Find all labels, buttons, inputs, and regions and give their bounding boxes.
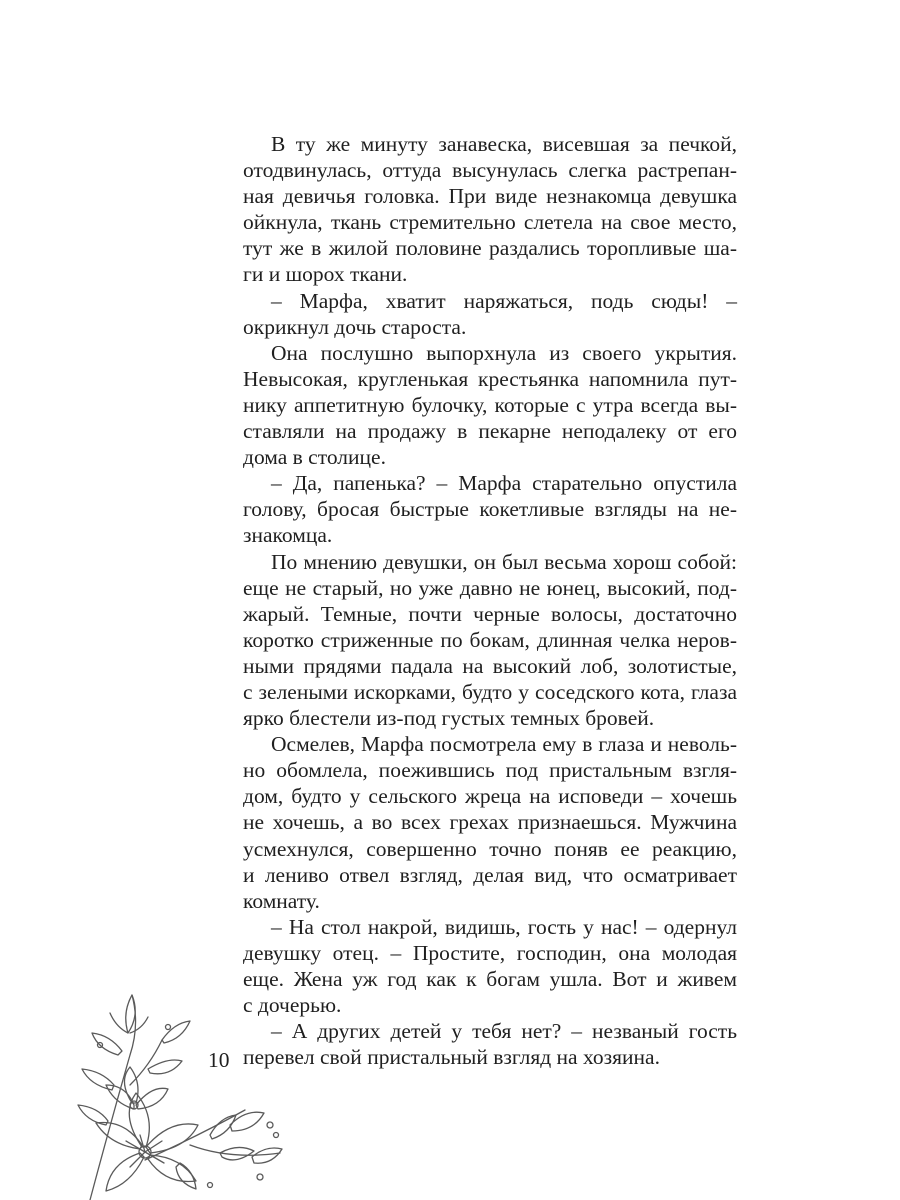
text-line: дом, будто у сельского жреца на исповеди – хочешь — [243, 784, 737, 809]
text-line: перевел свой пристальный взгляд на хозяина. — [243, 1045, 660, 1070]
text-line: окрикнул дочь староста. — [243, 314, 467, 339]
text-line: нику аппетитную булочку, которые с утра всегда вы- — [243, 392, 737, 417]
text-line: Она послушно выпорхнула из своего укрытия. — [271, 340, 737, 365]
text-line: и лениво отвел взгляд, делая вид, что осматривает — [243, 862, 737, 887]
text-line: с дочерью. — [243, 993, 342, 1018]
text-line: еще. Жена уж год как к богам ушла. Вот и живем — [243, 967, 737, 991]
text-line: но обомлела, поежившись под пристальным взгля- — [243, 758, 737, 783]
text-line: отодвинулась, оттуда высунулась слегка растрепан- — [243, 158, 737, 183]
text-line: голову, бросая быстрые кокетливые взгляды на не- — [243, 497, 737, 522]
text-line: тут же в жилой половине раздались торопливые ша- — [243, 236, 737, 261]
text-line: ярко блестели из-под густых темных бровей. — [243, 706, 655, 731]
text-line: ная девичья головка. При виде незнакомца девушка — [243, 184, 737, 209]
text-line: – На стол накрой, видишь, гость у нас! – одернул — [271, 914, 737, 939]
text-line: знакомца. — [243, 523, 333, 548]
text-line: девушку отец. – Простите, господин, она молодая — [243, 940, 737, 965]
body-text — [243, 131, 737, 1070]
text-line: не хочешь, а во всех грехах признаешься. Мужчина — [243, 810, 737, 835]
text-line: комнату. — [243, 888, 320, 913]
page-number: 10 — [208, 1048, 230, 1072]
floral-corner-ornament-icon — [70, 985, 290, 1200]
text-line: еще не старый, но уже давно не юнец, высокий, под- — [243, 575, 737, 600]
text-line: – Да, папенька? – Марфа старательно опустила — [271, 471, 737, 496]
text-line: ойкнула, ткань стремительно слетела на свое место, — [243, 210, 737, 235]
text-line: ными прядями падала на высокий лоб, золотистые, — [243, 653, 737, 678]
text-line: В ту же минуту занавеска, висевшая за печкой, — [271, 132, 737, 156]
text-line: дома в столице. — [243, 445, 386, 470]
text-line: ставляли на продажу в пекарне неподалеку от его — [243, 419, 737, 444]
text-line: Осмелев, Марфа посмотрела ему в глаза и неволь- — [271, 732, 737, 757]
text-line: жарый. Темные, почти черные волосы, достаточно — [243, 601, 737, 626]
text-line: ги и шорох ткани. — [243, 262, 408, 287]
text-line: усмехнулся, совершенно точно поняв ее реакцию, — [243, 836, 737, 861]
text-line: – Марфа, хватит наряжаться, подь сюды! – — [271, 288, 737, 313]
text-line: с зелеными искорками, будто у соседского кота, глаза — [243, 679, 737, 704]
text-line: Невысокая, кругленькая крестьянка напомнила пут- — [243, 366, 737, 391]
text-line: По мнению девушки, он был весьма хорош собой: — [271, 549, 737, 574]
text-line: коротко стриженные по бокам, длинная челка неров- — [243, 627, 737, 652]
text-line: – А других детей у тебя нет? – незваный гость — [271, 1019, 737, 1044]
